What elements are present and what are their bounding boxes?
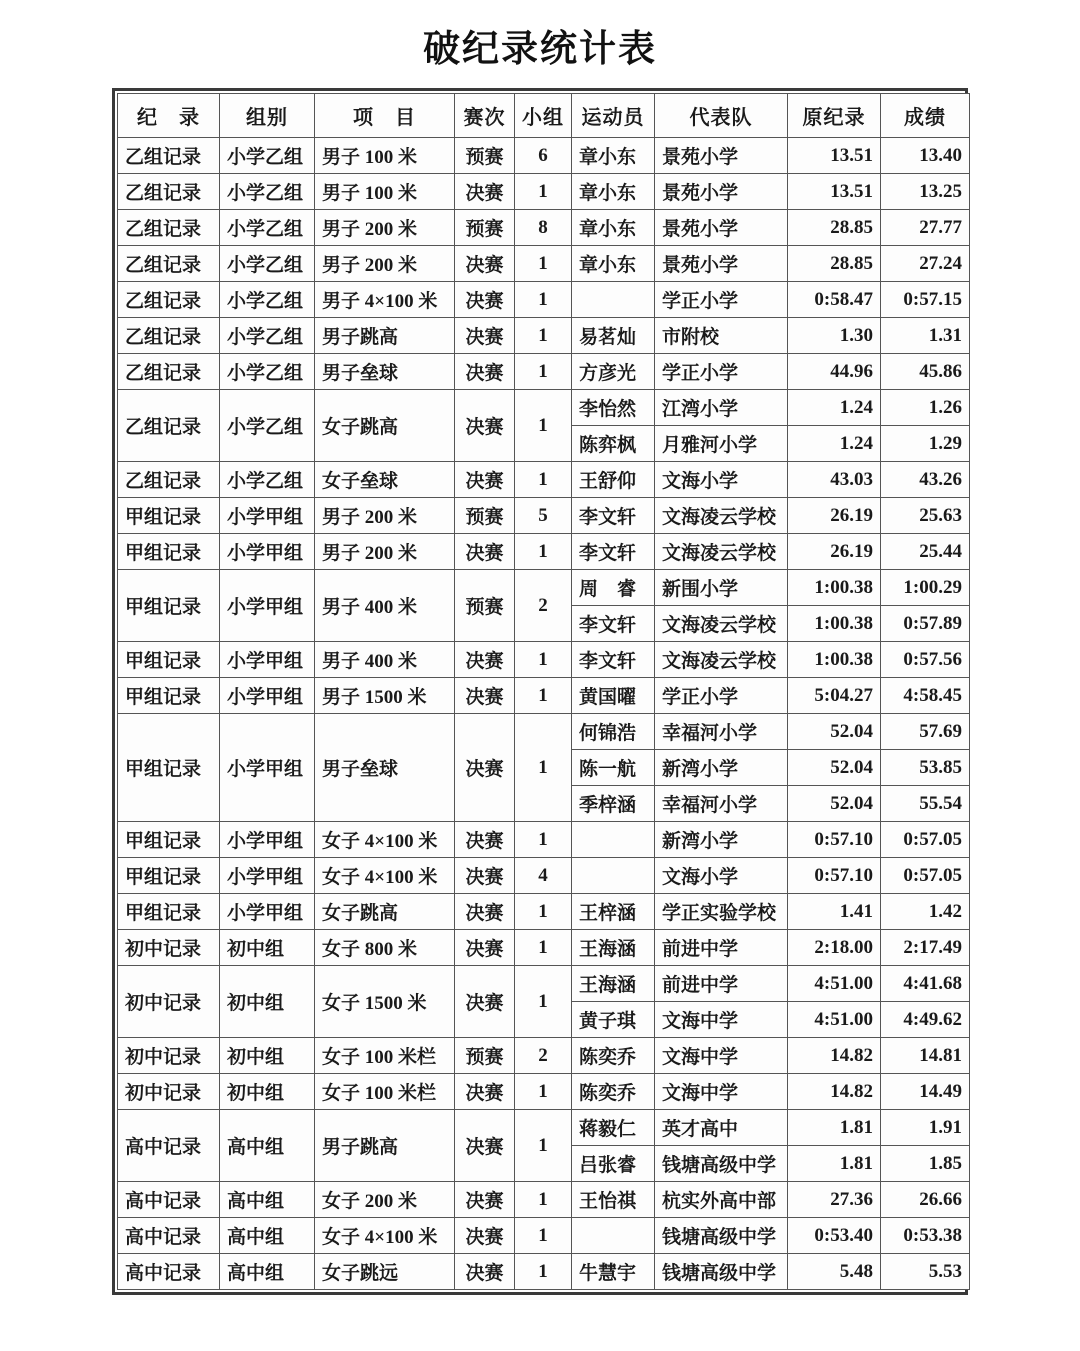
cell-result: 4:49.62	[881, 1002, 970, 1038]
cell-event: 男子 1500 米	[315, 678, 455, 714]
cell-result: 1.42	[881, 894, 970, 930]
cell-team: 文海小学	[655, 462, 788, 498]
cell-event: 男子跳高	[315, 1110, 455, 1182]
cell-record: 高中记录	[118, 1218, 220, 1254]
cell-team: 杭实外高中部	[655, 1182, 788, 1218]
cell-event: 女子跳远	[315, 1254, 455, 1290]
cell-heat: 5	[515, 498, 572, 534]
cell-record: 乙组记录	[118, 210, 220, 246]
cell-athlete: 易茗灿	[572, 318, 655, 354]
cell-old-record: 4:51.00	[788, 966, 881, 1002]
cell-result: 14.49	[881, 1074, 970, 1110]
table-row	[118, 642, 970, 678]
cell-result: 45.86	[881, 354, 970, 390]
table-row	[118, 390, 970, 426]
cell-old-record: 1:00.38	[788, 570, 881, 606]
cell-athlete: 李文轩	[572, 534, 655, 570]
cell-team: 钱塘高级中学	[655, 1146, 788, 1182]
cell-team: 文海凌云学校	[655, 606, 788, 642]
cell-athlete	[572, 822, 655, 858]
cell-event: 女子 1500 米	[315, 966, 455, 1038]
cell-old-record: 44.96	[788, 354, 881, 390]
cell-athlete: 蒋毅仁	[572, 1110, 655, 1146]
cell-old-record: 0:58.47	[788, 282, 881, 318]
cell-old-record: 0:57.10	[788, 822, 881, 858]
cell-event: 女子跳高	[315, 894, 455, 930]
cell-group: 小学甲组	[220, 714, 315, 822]
cell-heat: 1	[515, 714, 572, 822]
cell-result: 13.40	[881, 138, 970, 174]
cell-heat: 1	[515, 930, 572, 966]
cell-round: 决赛	[455, 390, 515, 462]
cell-team: 月雅河小学	[655, 426, 788, 462]
cell-heat: 1	[515, 462, 572, 498]
cell-old-record: 5.48	[788, 1254, 881, 1290]
cell-result: 0:57.15	[881, 282, 970, 318]
cell-group: 小学甲组	[220, 498, 315, 534]
column-header-round: 赛次	[455, 94, 515, 138]
cell-heat: 1	[515, 1218, 572, 1254]
cell-result: 55.54	[881, 786, 970, 822]
cell-athlete: 吕张睿	[572, 1146, 655, 1182]
cell-result: 2:17.49	[881, 930, 970, 966]
cell-event: 男子 100 米	[315, 174, 455, 210]
cell-record: 乙组记录	[118, 282, 220, 318]
cell-result: 1.31	[881, 318, 970, 354]
cell-group: 小学乙组	[220, 318, 315, 354]
cell-heat: 1	[515, 282, 572, 318]
cell-record: 甲组记录	[118, 714, 220, 822]
cell-round: 决赛	[455, 354, 515, 390]
cell-old-record: 1.24	[788, 390, 881, 426]
cell-heat: 1	[515, 1074, 572, 1110]
cell-old-record: 26.19	[788, 498, 881, 534]
table-row	[118, 1218, 970, 1254]
table-row	[118, 354, 970, 390]
table-row	[118, 498, 970, 534]
cell-event: 女子 4×100 米	[315, 858, 455, 894]
cell-heat: 6	[515, 138, 572, 174]
column-header-heat: 小组	[515, 94, 572, 138]
table-row	[118, 930, 970, 966]
cell-event: 男子 200 米	[315, 534, 455, 570]
cell-round: 决赛	[455, 1218, 515, 1254]
cell-old-record: 52.04	[788, 786, 881, 822]
cell-team: 文海中学	[655, 1038, 788, 1074]
table-row	[118, 858, 970, 894]
column-header-event: 项 目	[315, 94, 455, 138]
cell-heat: 1	[515, 390, 572, 462]
cell-record: 甲组记录	[118, 858, 220, 894]
cell-old-record: 0:53.40	[788, 1218, 881, 1254]
cell-round: 决赛	[455, 1182, 515, 1218]
cell-old-record: 4:51.00	[788, 1002, 881, 1038]
cell-group: 小学甲组	[220, 678, 315, 714]
cell-athlete: 方彦光	[572, 354, 655, 390]
cell-group: 小学乙组	[220, 210, 315, 246]
cell-athlete: 陈弈枫	[572, 426, 655, 462]
table-header	[118, 94, 970, 138]
table-row	[118, 534, 970, 570]
cell-record: 初中记录	[118, 1038, 220, 1074]
cell-result: 13.25	[881, 174, 970, 210]
cell-event: 女子垒球	[315, 462, 455, 498]
cell-old-record: 14.82	[788, 1038, 881, 1074]
cell-heat: 1	[515, 318, 572, 354]
cell-round: 决赛	[455, 1110, 515, 1182]
cell-record: 初中记录	[118, 966, 220, 1038]
cell-record: 甲组记录	[118, 822, 220, 858]
cell-result: 4:41.68	[881, 966, 970, 1002]
cell-old-record: 52.04	[788, 750, 881, 786]
table-row	[118, 210, 970, 246]
cell-heat: 1	[515, 1254, 572, 1290]
cell-event: 男子垒球	[315, 354, 455, 390]
cell-record: 甲组记录	[118, 498, 220, 534]
cell-heat: 8	[515, 210, 572, 246]
cell-group: 小学乙组	[220, 462, 315, 498]
table-row	[118, 462, 970, 498]
cell-athlete	[572, 1218, 655, 1254]
cell-athlete: 李文轩	[572, 642, 655, 678]
cell-old-record: 1.30	[788, 318, 881, 354]
table-body	[118, 138, 970, 1290]
cell-result: 1:00.29	[881, 570, 970, 606]
cell-result: 0:57.05	[881, 858, 970, 894]
table-row	[118, 1110, 970, 1146]
table-row	[118, 894, 970, 930]
cell-athlete: 王舒仰	[572, 462, 655, 498]
cell-result: 25.63	[881, 498, 970, 534]
cell-record: 乙组记录	[118, 138, 220, 174]
cell-athlete: 王梓涵	[572, 894, 655, 930]
table-row	[118, 678, 970, 714]
record-statistics-table	[117, 93, 970, 1290]
cell-group: 高中组	[220, 1182, 315, 1218]
cell-team: 新湾小学	[655, 750, 788, 786]
cell-group: 小学乙组	[220, 174, 315, 210]
cell-team: 文海小学	[655, 858, 788, 894]
cell-team: 学正小学	[655, 282, 788, 318]
cell-record: 高中记录	[118, 1110, 220, 1182]
cell-team: 景苑小学	[655, 138, 788, 174]
cell-athlete: 李文轩	[572, 606, 655, 642]
cell-result: 0:57.89	[881, 606, 970, 642]
cell-event: 女子 4×100 米	[315, 1218, 455, 1254]
cell-athlete: 黄子琪	[572, 1002, 655, 1038]
column-header-athlete: 运动员	[572, 94, 655, 138]
cell-group: 小学甲组	[220, 822, 315, 858]
page-title: 破纪录统计表	[423, 29, 657, 70]
cell-old-record: 13.51	[788, 138, 881, 174]
table-row	[118, 966, 970, 1002]
cell-old-record: 1:00.38	[788, 642, 881, 678]
cell-old-record: 1.24	[788, 426, 881, 462]
cell-heat: 1	[515, 174, 572, 210]
cell-athlete: 陈奕乔	[572, 1074, 655, 1110]
cell-heat: 1	[515, 1182, 572, 1218]
cell-record: 甲组记录	[118, 534, 220, 570]
cell-round: 决赛	[455, 966, 515, 1038]
table-row	[118, 714, 970, 750]
cell-group: 小学甲组	[220, 858, 315, 894]
table-row	[118, 1182, 970, 1218]
cell-team: 学正小学	[655, 354, 788, 390]
header-row	[118, 94, 970, 138]
cell-old-record: 27.36	[788, 1182, 881, 1218]
cell-heat: 1	[515, 354, 572, 390]
cell-team: 景苑小学	[655, 246, 788, 282]
table-row	[118, 138, 970, 174]
cell-result: 4:58.45	[881, 678, 970, 714]
cell-record: 乙组记录	[118, 174, 220, 210]
cell-round: 预赛	[455, 1038, 515, 1074]
cell-team: 前进中学	[655, 966, 788, 1002]
cell-team: 文海中学	[655, 1002, 788, 1038]
cell-athlete: 章小东	[572, 138, 655, 174]
cell-round: 决赛	[455, 1074, 515, 1110]
cell-record: 初中记录	[118, 930, 220, 966]
cell-result: 27.24	[881, 246, 970, 282]
cell-record: 乙组记录	[118, 354, 220, 390]
cell-result: 0:53.38	[881, 1218, 970, 1254]
cell-event: 女子跳高	[315, 390, 455, 462]
cell-heat: 2	[515, 570, 572, 642]
cell-team: 幸福河小学	[655, 714, 788, 750]
cell-round: 决赛	[455, 462, 515, 498]
cell-athlete: 陈一航	[572, 750, 655, 786]
cell-round: 决赛	[455, 318, 515, 354]
cell-event: 男子跳高	[315, 318, 455, 354]
cell-team: 市附校	[655, 318, 788, 354]
cell-result: 1.29	[881, 426, 970, 462]
cell-heat: 1	[515, 822, 572, 858]
cell-group: 小学乙组	[220, 354, 315, 390]
cell-round: 决赛	[455, 714, 515, 822]
cell-old-record: 52.04	[788, 714, 881, 750]
cell-athlete: 何锦浩	[572, 714, 655, 750]
cell-old-record: 13.51	[788, 174, 881, 210]
cell-old-record: 5:04.27	[788, 678, 881, 714]
cell-result: 0:57.05	[881, 822, 970, 858]
column-header-old-record: 原纪录	[788, 94, 881, 138]
cell-team: 英才高中	[655, 1110, 788, 1146]
cell-event: 女子 200 米	[315, 1182, 455, 1218]
cell-event: 男子 400 米	[315, 642, 455, 678]
cell-round: 决赛	[455, 858, 515, 894]
cell-old-record: 28.85	[788, 246, 881, 282]
cell-heat: 1	[515, 642, 572, 678]
table-row	[118, 246, 970, 282]
cell-athlete: 黄国曜	[572, 678, 655, 714]
cell-athlete: 章小东	[572, 246, 655, 282]
cell-result: 25.44	[881, 534, 970, 570]
cell-record: 甲组记录	[118, 894, 220, 930]
cell-record: 乙组记录	[118, 246, 220, 282]
cell-result: 14.81	[881, 1038, 970, 1074]
cell-event: 男子 4×100 米	[315, 282, 455, 318]
column-header-group: 组别	[220, 94, 315, 138]
cell-athlete: 周 睿	[572, 570, 655, 606]
cell-heat: 1	[515, 678, 572, 714]
cell-result: 1.26	[881, 390, 970, 426]
cell-round: 决赛	[455, 246, 515, 282]
cell-group: 高中组	[220, 1110, 315, 1182]
cell-result: 1.91	[881, 1110, 970, 1146]
cell-team: 新围小学	[655, 570, 788, 606]
table-row	[118, 1074, 970, 1110]
cell-group: 小学乙组	[220, 390, 315, 462]
cell-result: 26.66	[881, 1182, 970, 1218]
cell-team: 学正小学	[655, 678, 788, 714]
cell-round: 决赛	[455, 894, 515, 930]
cell-round: 决赛	[455, 642, 515, 678]
cell-old-record: 1.81	[788, 1110, 881, 1146]
cell-record: 甲组记录	[118, 570, 220, 642]
cell-event: 男子 400 米	[315, 570, 455, 642]
cell-result: 43.26	[881, 462, 970, 498]
cell-round: 预赛	[455, 138, 515, 174]
record-table-container	[112, 88, 968, 1295]
cell-team: 文海中学	[655, 1074, 788, 1110]
cell-heat: 1	[515, 894, 572, 930]
cell-event: 男子 200 米	[315, 246, 455, 282]
cell-team: 文海凌云学校	[655, 642, 788, 678]
cell-heat: 2	[515, 1038, 572, 1074]
table-row	[118, 570, 970, 606]
cell-old-record: 2:18.00	[788, 930, 881, 966]
cell-old-record: 1:00.38	[788, 606, 881, 642]
table-row	[118, 822, 970, 858]
cell-old-record: 28.85	[788, 210, 881, 246]
cell-heat: 1	[515, 246, 572, 282]
cell-record: 乙组记录	[118, 318, 220, 354]
cell-record: 甲组记录	[118, 678, 220, 714]
cell-round: 决赛	[455, 174, 515, 210]
cell-group: 小学甲组	[220, 894, 315, 930]
cell-team: 钱塘高级中学	[655, 1254, 788, 1290]
table-row	[118, 1254, 970, 1290]
cell-group: 小学乙组	[220, 246, 315, 282]
cell-result: 1.85	[881, 1146, 970, 1182]
cell-round: 预赛	[455, 498, 515, 534]
table-row	[118, 1038, 970, 1074]
cell-team: 文海凌云学校	[655, 534, 788, 570]
cell-athlete: 王海涵	[572, 930, 655, 966]
cell-old-record: 1.81	[788, 1146, 881, 1182]
cell-athlete: 李怡然	[572, 390, 655, 426]
cell-group: 初中组	[220, 1074, 315, 1110]
cell-result: 27.77	[881, 210, 970, 246]
cell-athlete	[572, 858, 655, 894]
cell-group: 初中组	[220, 966, 315, 1038]
cell-record: 甲组记录	[118, 642, 220, 678]
column-header-team: 代表队	[655, 94, 788, 138]
cell-athlete: 王怡祺	[572, 1182, 655, 1218]
cell-group: 小学乙组	[220, 138, 315, 174]
cell-team: 新湾小学	[655, 822, 788, 858]
cell-athlete: 李文轩	[572, 498, 655, 534]
cell-group: 高中组	[220, 1218, 315, 1254]
cell-athlete: 陈奕乔	[572, 1038, 655, 1074]
cell-event: 女子 800 米	[315, 930, 455, 966]
cell-event: 男子 200 米	[315, 210, 455, 246]
cell-team: 景苑小学	[655, 210, 788, 246]
cell-athlete: 牛慧宇	[572, 1254, 655, 1290]
cell-team: 钱塘高级中学	[655, 1218, 788, 1254]
cell-round: 决赛	[455, 534, 515, 570]
cell-result: 57.69	[881, 714, 970, 750]
cell-athlete: 王海涵	[572, 966, 655, 1002]
cell-heat: 1	[515, 1110, 572, 1182]
cell-athlete: 季梓涵	[572, 786, 655, 822]
cell-athlete: 章小东	[572, 174, 655, 210]
cell-heat: 4	[515, 858, 572, 894]
cell-heat: 1	[515, 966, 572, 1038]
cell-team: 江湾小学	[655, 390, 788, 426]
cell-team: 学正实验学校	[655, 894, 788, 930]
cell-record: 乙组记录	[118, 462, 220, 498]
cell-team: 景苑小学	[655, 174, 788, 210]
table-row	[118, 282, 970, 318]
cell-record: 高中记录	[118, 1182, 220, 1218]
cell-old-record: 26.19	[788, 534, 881, 570]
cell-result: 5.53	[881, 1254, 970, 1290]
cell-event: 男子 200 米	[315, 498, 455, 534]
cell-round: 决赛	[455, 822, 515, 858]
cell-round: 决赛	[455, 1254, 515, 1290]
cell-old-record: 1.41	[788, 894, 881, 930]
cell-round: 预赛	[455, 210, 515, 246]
cell-old-record: 43.03	[788, 462, 881, 498]
cell-athlete	[572, 282, 655, 318]
cell-record: 乙组记录	[118, 390, 220, 462]
cell-group: 初中组	[220, 1038, 315, 1074]
cell-event: 女子 100 米栏	[315, 1074, 455, 1110]
cell-group: 高中组	[220, 1254, 315, 1290]
cell-result: 53.85	[881, 750, 970, 786]
cell-team: 文海凌云学校	[655, 498, 788, 534]
cell-event: 男子垒球	[315, 714, 455, 822]
cell-old-record: 0:57.10	[788, 858, 881, 894]
cell-athlete: 章小东	[572, 210, 655, 246]
cell-round: 决赛	[455, 930, 515, 966]
cell-old-record: 14.82	[788, 1074, 881, 1110]
cell-event: 男子 100 米	[315, 138, 455, 174]
column-header-record: 纪 录	[118, 94, 220, 138]
cell-group: 小学甲组	[220, 642, 315, 678]
cell-record: 高中记录	[118, 1254, 220, 1290]
cell-team: 前进中学	[655, 930, 788, 966]
cell-round: 决赛	[455, 678, 515, 714]
table-row	[118, 318, 970, 354]
cell-heat: 1	[515, 534, 572, 570]
cell-group: 小学乙组	[220, 282, 315, 318]
cell-record: 初中记录	[118, 1074, 220, 1110]
cell-group: 小学甲组	[220, 534, 315, 570]
cell-team: 幸福河小学	[655, 786, 788, 822]
column-header-result: 成绩	[881, 94, 970, 138]
cell-round: 决赛	[455, 282, 515, 318]
cell-round: 预赛	[455, 570, 515, 642]
cell-group: 初中组	[220, 930, 315, 966]
cell-event: 女子 100 米栏	[315, 1038, 455, 1074]
cell-result: 0:57.56	[881, 642, 970, 678]
cell-event: 女子 4×100 米	[315, 822, 455, 858]
table-row	[118, 174, 970, 210]
cell-group: 小学甲组	[220, 570, 315, 642]
